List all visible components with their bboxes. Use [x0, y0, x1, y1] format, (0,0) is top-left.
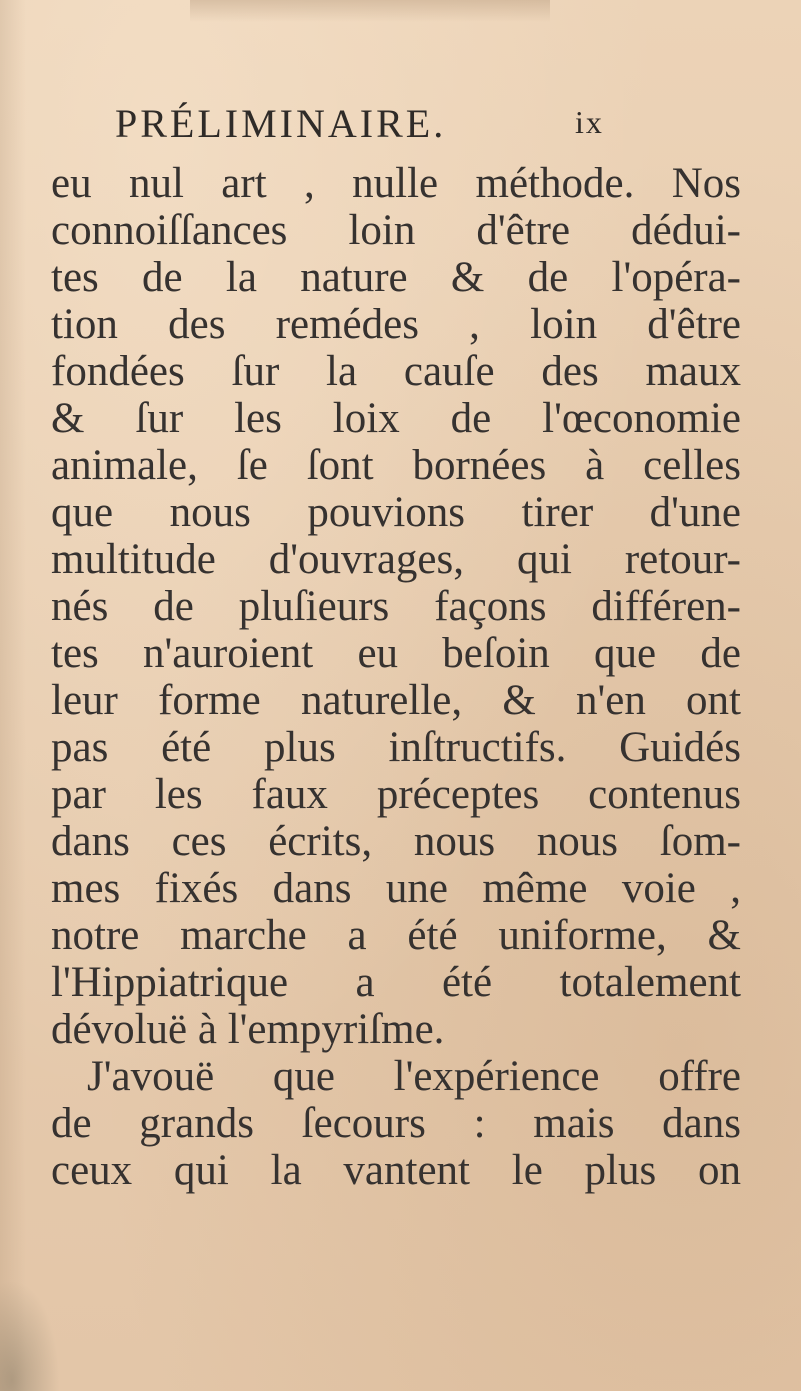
text-line: tes de la nature & de l'opéra-	[51, 254, 741, 301]
text-line-paragraph-end: dévoluë à l'empyriſme.	[51, 1006, 445, 1053]
running-head: PRÉLIMINAIRE.	[115, 101, 447, 146]
text-line: fondées ſur la cauſe des maux	[51, 348, 741, 395]
text-line: eu nul art , nulle méthode. Nos	[51, 160, 741, 207]
text-line: par les faux préceptes contenus	[51, 771, 741, 818]
text-line: & ſur les loix de l'œconomie	[51, 395, 741, 442]
text-line: mes fixés dans une même voie ,	[51, 865, 741, 912]
body-text	[51, 160, 741, 1194]
text-line: multitude d'ouvrages, qui retour-	[51, 536, 741, 583]
page-header	[115, 100, 715, 150]
text-line: pas été plus inſtructifs. Guidés	[51, 724, 741, 771]
page-number: ix	[575, 104, 604, 140]
page-shadow-top	[190, 0, 550, 22]
text-line: connoiſſances loin d'être dédui-	[51, 207, 741, 254]
text-line: ceux qui la vantent le plus on	[51, 1147, 741, 1194]
text-line: leur forme naturelle, & n'en ont	[51, 677, 741, 724]
text-line: notre marche a été uniforme, &	[51, 912, 741, 959]
text-line: de grands ſecours : mais dans	[51, 1100, 741, 1147]
text-line-paragraph-start: J'avouë que l'expérience offre	[87, 1053, 741, 1100]
text-line: nés de pluſieurs façons différen-	[51, 583, 741, 630]
text-line: dans ces écrits, nous nous ſom-	[51, 818, 741, 865]
paper-stain	[0, 1280, 60, 1391]
page-edge-left	[0, 0, 26, 1391]
text-line: que nous pouvions tirer d'une	[51, 489, 741, 536]
text-line: tion des remédes , loin d'être	[51, 301, 741, 348]
text-line: l'Hippiatrique a été totalement	[51, 959, 741, 1006]
text-line: animale, ſe ſont bornées à celles	[51, 442, 741, 489]
text-line: tes n'auroient eu beſoin que de	[51, 630, 741, 677]
